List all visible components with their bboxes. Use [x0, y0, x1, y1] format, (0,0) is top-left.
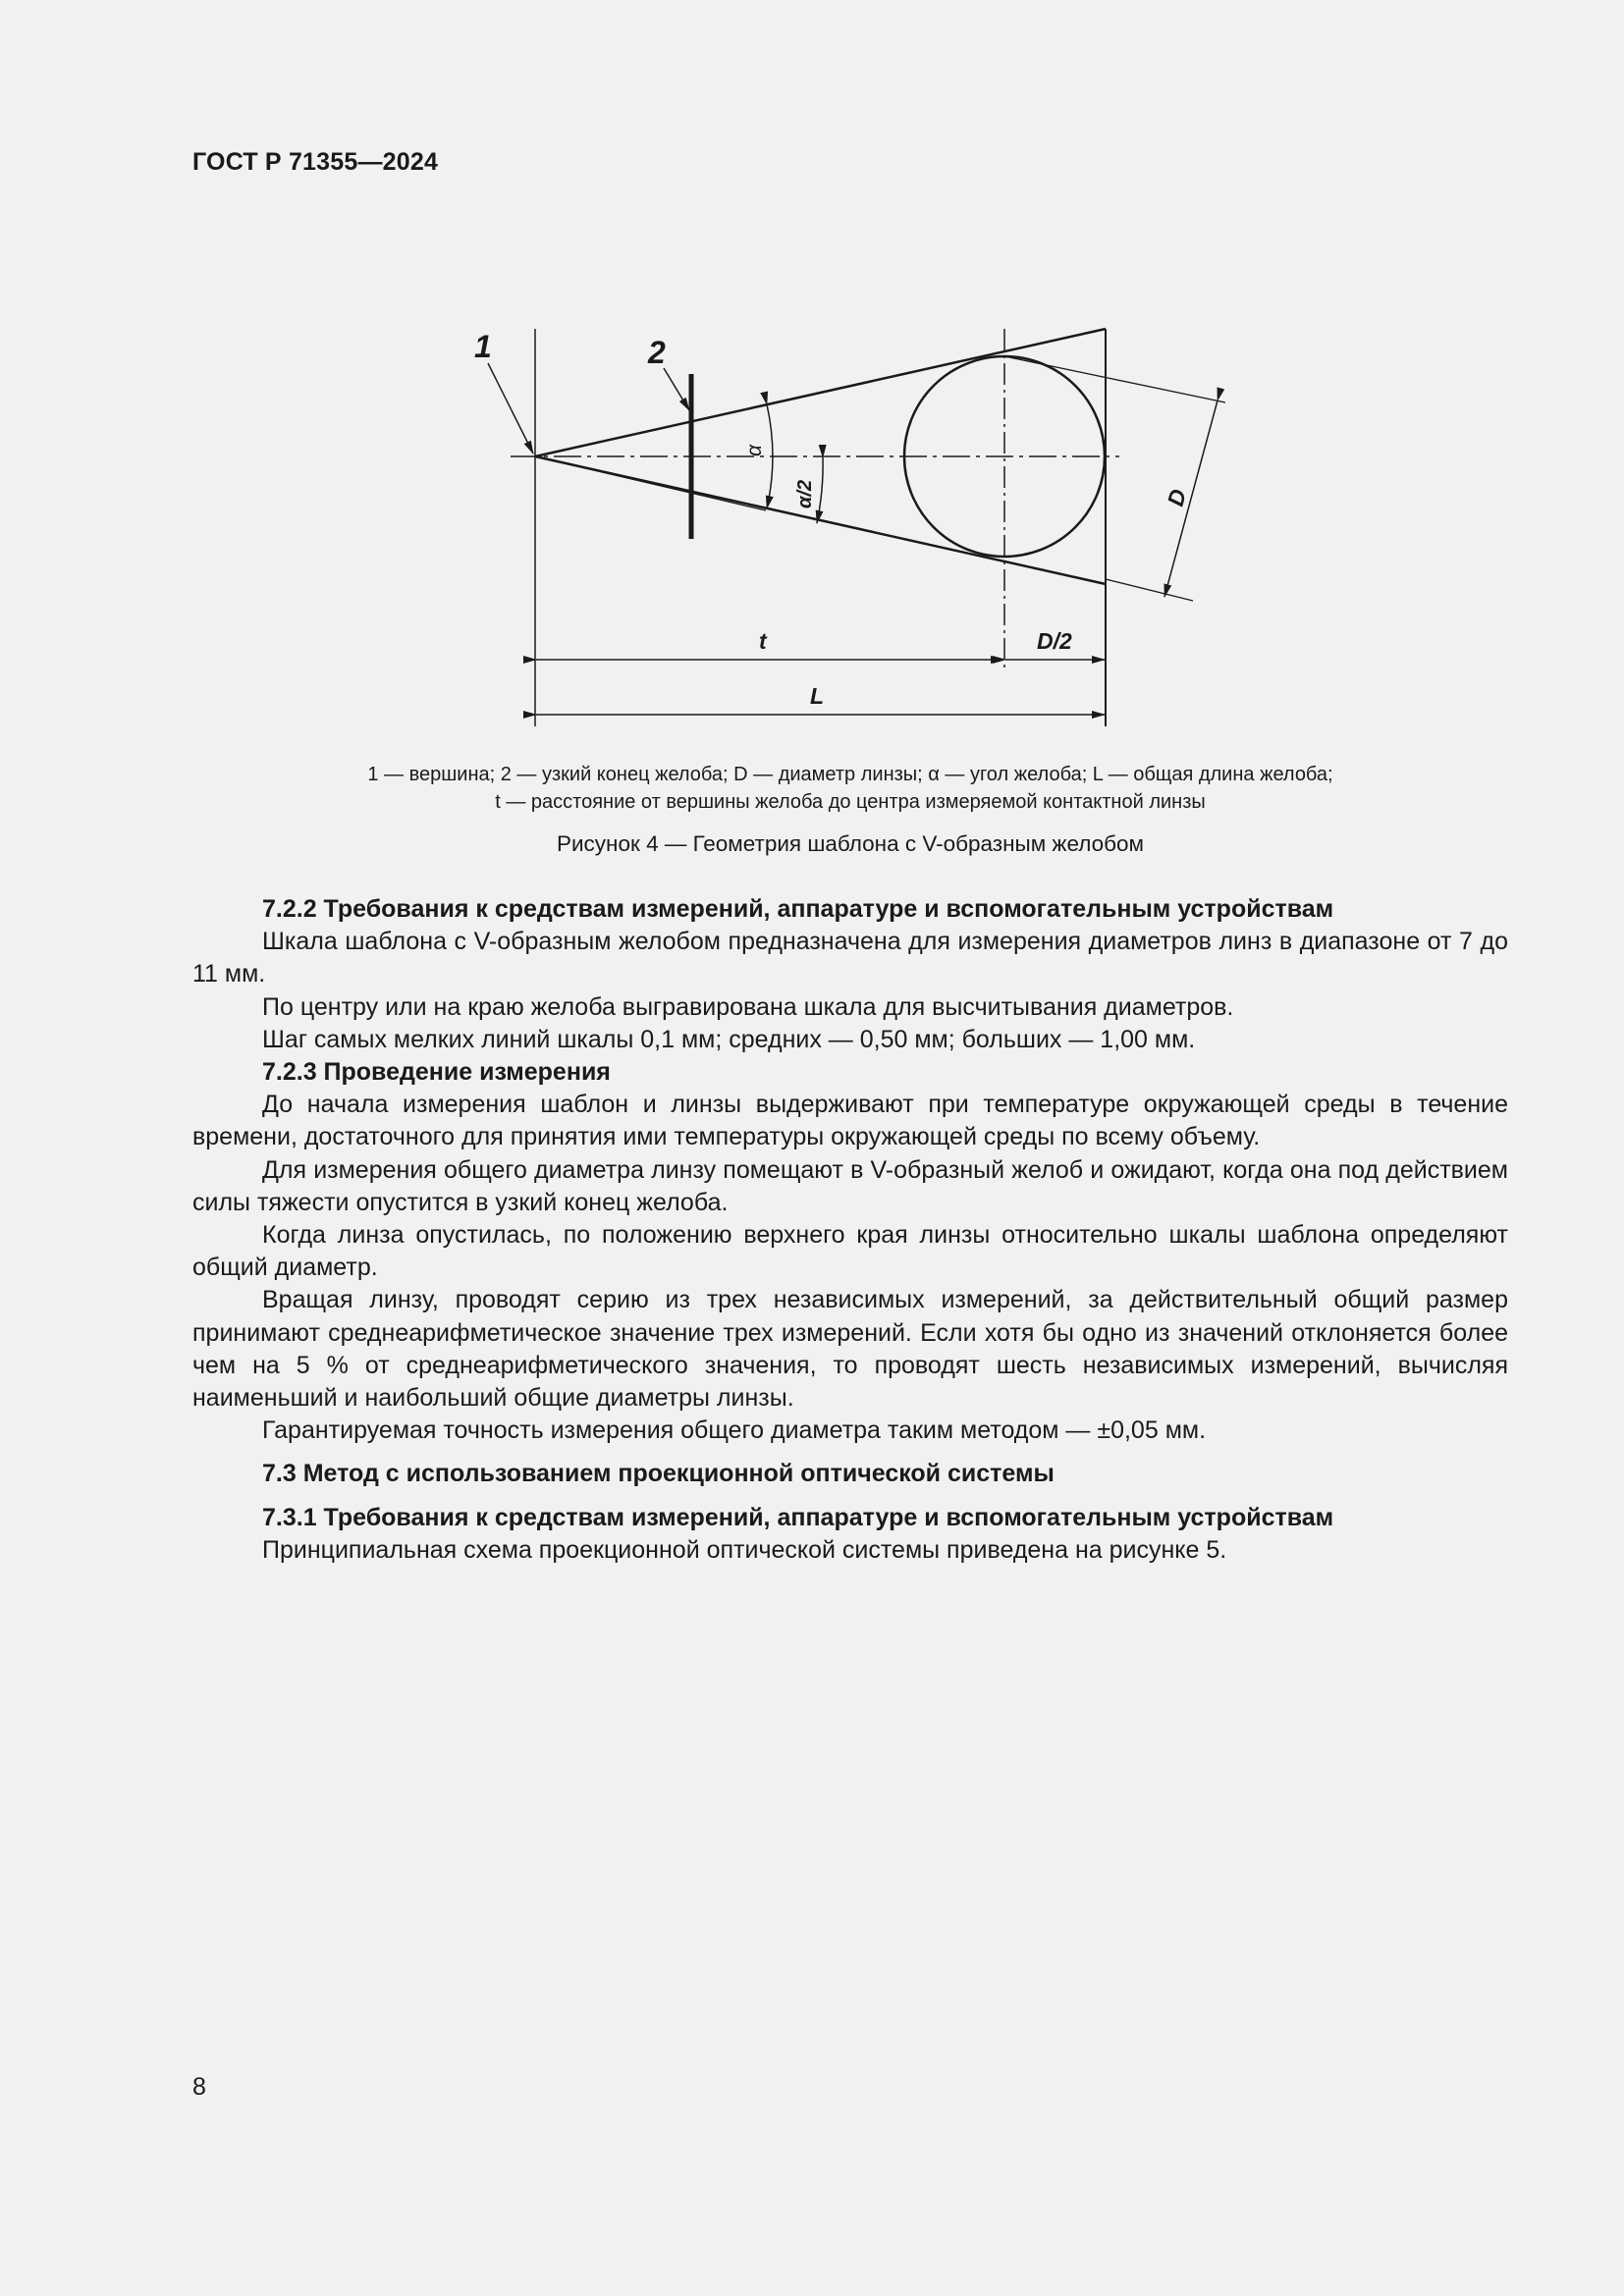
- paragraph: До начала измерения шаблон и линзы выдерживают при температуре окружающей среды в течение времени, достаточного для принятия ими температуры окружающей среды по всему объему.: [192, 1091, 1508, 1151]
- label-l: L: [810, 683, 825, 709]
- paragraph: Принципиальная схема проекционной оптической системы приведена на рисунке 5.: [262, 1535, 1227, 1564]
- paragraph: Вращая линзу, проводят серию из трех независимых измерений, за действительный общий размер принимают среднеарифметическое значение трех измерений. Если хотя бы одно из значений отклоняется более чем на 5 % от среднеарифметического значения, то проводят шесть независимых измерений, вычисляя наименьший и наибольший общие диаметры линзы.: [192, 1286, 1508, 1413]
- figure-legend-line-1: 1 — вершина; 2 — узкий конец желоба; D — диаметр линзы; α — угол желоба; L — общая длина желоба;: [367, 764, 1333, 785]
- paragraph: По центру или на краю желоба выгравирована шкала для высчитывания диаметров.: [262, 992, 1234, 1021]
- d-extension-lower: [1106, 579, 1193, 601]
- alpha-half-arc: [817, 457, 823, 523]
- section-heading: 7.3.1 Требования к средствам измерений, аппаратуре и вспомогательным устройствам: [262, 1503, 1334, 1531]
- label-alpha: α: [743, 445, 766, 456]
- half-angle-line: [535, 456, 766, 510]
- leader-1: [488, 363, 533, 454]
- label-2: 2: [648, 335, 666, 370]
- paragraph: Шкала шаблона с V-образным желобом предназначена для измерения диаметров линз в диапазоне от 7 до 11 мм.: [192, 928, 1508, 988]
- page-number: 8: [192, 2073, 206, 2101]
- document-header: ГОСТ Р 71355—2024: [192, 148, 439, 176]
- paragraph: Когда линза опустилась, по положению верхнего края линзы относительно шкалы шаблона определяют общий диаметр.: [192, 1221, 1508, 1282]
- section-heading: 7.3 Метод с использованием проекционной оптической системы: [262, 1460, 1055, 1488]
- paragraph: Гарантируемая точность измерения общего диаметра таким методом — ±0,05 мм.: [262, 1416, 1207, 1445]
- label-d: D: [1162, 486, 1192, 509]
- groove-lower-side: [535, 456, 1106, 584]
- leader-2: [664, 368, 689, 410]
- section-heading: 7.2.2 Требования к средствам измерений, аппаратуре и вспомогательным устройствам: [262, 895, 1334, 923]
- figure-caption: Рисунок 4 — Геометрия шаблона с V-образным желобом: [556, 831, 1145, 856]
- body-text: [192, 893, 1508, 1567]
- figure-legend-line-2: t — расстояние от вершины желоба до центра измеряемой контактной линзы: [495, 791, 1206, 813]
- paragraph: Для измерения общего диаметра линзу помещают в V-образный желоб и ожидают, когда она под действием силы тяжести опустится в узкий конец желоба.: [192, 1155, 1508, 1216]
- d-extension-upper: [1004, 356, 1225, 402]
- label-t: t: [759, 628, 767, 654]
- groove-upper-side: [535, 329, 1106, 456]
- paragraph: Шаг самых мелких линий шкалы 0,1 мм; средних — 0,50 мм; больших — 1,00 мм.: [262, 1025, 1196, 1053]
- v-groove-figure: [461, 314, 1247, 746]
- section-heading: 7.2.3 Проведение измерения: [262, 1058, 611, 1087]
- label-d-half: D/2: [1037, 628, 1072, 654]
- label-alpha-half: α/2: [794, 479, 816, 508]
- label-1: 1: [474, 329, 492, 364]
